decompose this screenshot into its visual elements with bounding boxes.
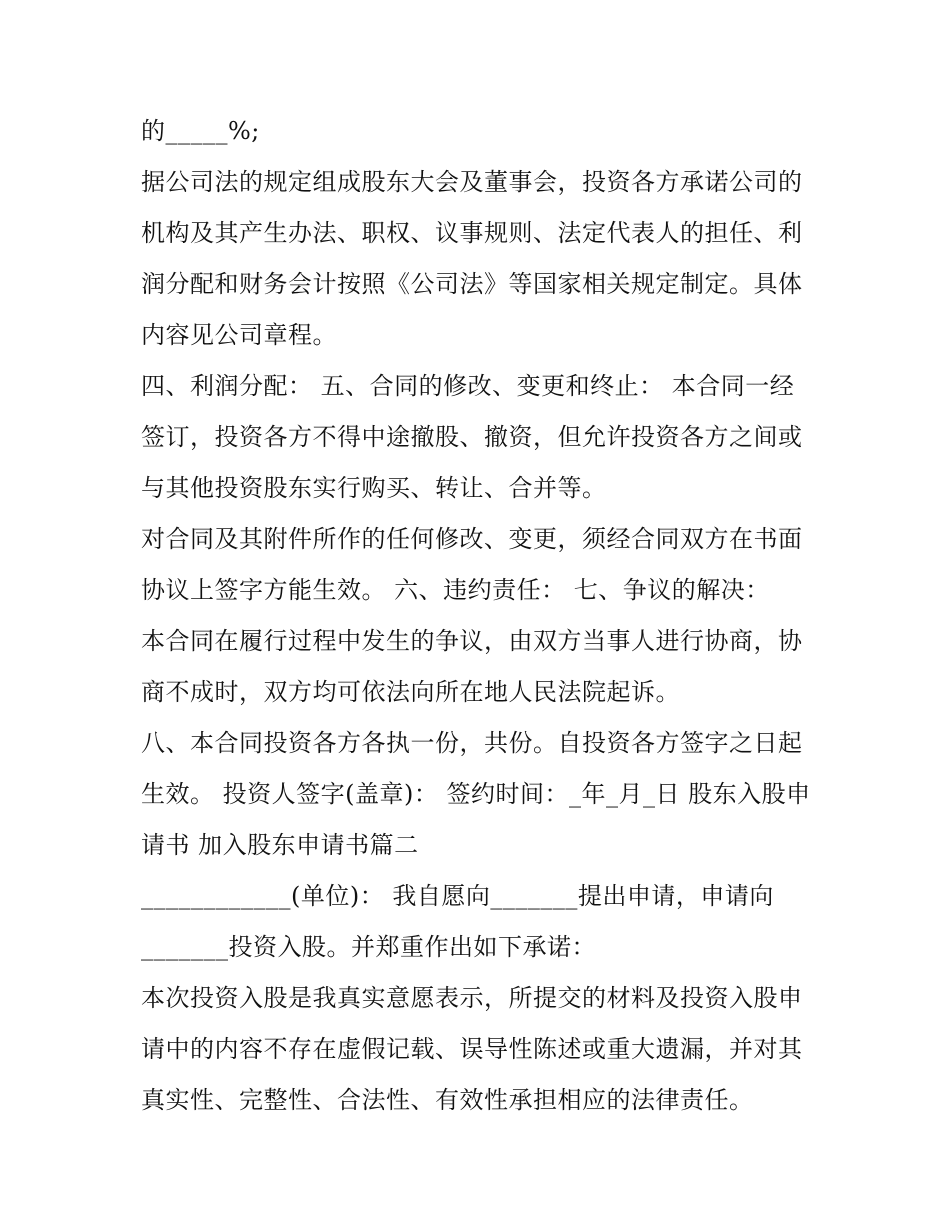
text-line: 商不成时，双方均可依法向所在地人民法院起诉。 — [141, 678, 680, 706]
document-body — [141, 106, 821, 1126]
text-line: 内容见公司章程。 — [141, 321, 337, 349]
text-line: 机构及其产生办法、职权、议事规则、法定代表人的担任、利 — [141, 219, 803, 247]
text-line: 润分配和财务会计按照《公司法》等国家相关规定制定。具体 — [141, 270, 803, 298]
text-line: 生效。 投资人签字(盖章)： 签约时间：_年_月_日 股东入股申 — [141, 780, 811, 808]
text-line: 请中的内容不存在虚假记载、误导性陈述或重大遗漏，并对其 — [141, 1035, 803, 1063]
text-line: 本合同在履行过程中发生的争议，由双方当事人进行协商，协 — [141, 627, 803, 655]
text-line: _______投资入股。并郑重作出如下承诺： — [141, 933, 596, 961]
text-line: 请书 加入股东申请书篇二 — [141, 831, 419, 859]
text-line: 八、本合同投资各方各执一份，共份。自投资各方签字之日起 — [141, 729, 803, 757]
text-line: 本次投资入股是我真实意愿表示，所提交的材料及投资入股申 — [141, 984, 803, 1012]
text-line: 据公司法的规定组成股东大会及董事会，投资各方承诺公司的 — [141, 168, 803, 196]
text-line: ____________(单位)： 我自愿向_______提出申请，申请向 — [141, 882, 774, 910]
text-line: 的_____%; — [141, 117, 260, 145]
text-line: 真实性、完整性、合法性、有效性承担相应的法律责任。 — [141, 1086, 754, 1114]
text-line: 对合同及其附件所作的任何修改、变更，须经合同双方在书面 — [141, 525, 803, 553]
text-line: 协议上签字方能生效。 六、违约责任： 七、争议的解决： — [141, 576, 770, 604]
text-line: 签订，投资各方不得中途撤股、撤资，但允许投资各方之间或 — [141, 423, 803, 451]
text-line: 四、利润分配： 五、合同的修改、变更和终止： 本合同一经 — [141, 372, 795, 400]
text-line: 与其他投资股东实行购买、转让、合并等。 — [141, 474, 607, 502]
